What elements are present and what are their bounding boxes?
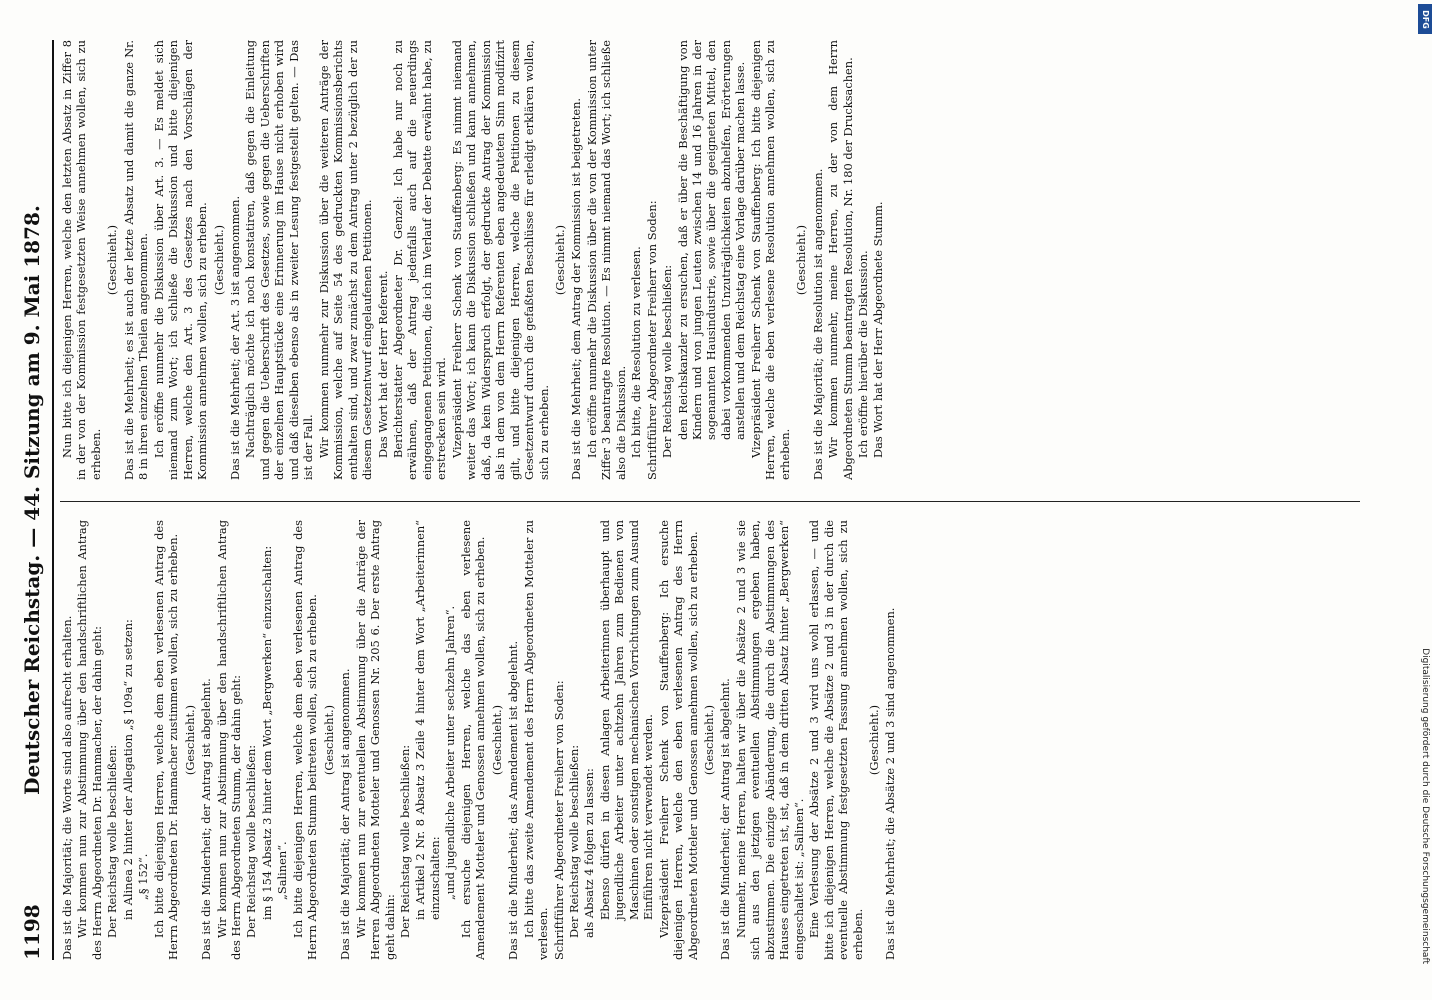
paragraph: Der Reichstag wolle beschließen:	[244, 744, 259, 938]
funding-note: Digitalisierung gefördert durch die Deutsche Forschungsgemeinschaft	[1420, 648, 1430, 964]
paragraph: in Alinea 2 hinter der Allegation „§ 109a“ zu setzen:	[120, 619, 135, 920]
dfg-logo-text: DFG	[1420, 9, 1430, 29]
paragraph: Schriftführer Abgeordneter Freiherr von Soden:	[644, 200, 659, 480]
paragraph: „§ 152“.	[136, 853, 151, 900]
stage-direction: (Geschieht.)	[867, 704, 882, 776]
page-number: 1198	[20, 904, 44, 960]
paragraph: Das ist die Majorität; der Antrag ist angenommen.	[338, 668, 353, 960]
paragraph: Das ist die Minderheit; der Antrag ist abgelehnt.	[199, 678, 214, 960]
paragraph: Ich eröffne hierüber die Diskussion.	[856, 250, 871, 458]
column-divider	[60, 501, 1360, 502]
paragraph: Ich bitte diejenigen Herren, welche dem eben verlesenen Antrag des Herrn Abgeordneten Stumm beitreten wollen, sich zu erheben.	[290, 520, 320, 960]
paragraph: Nunmehr, meine Herren, halten wir über die Absätze 2 und 3 wie sie sich aus den jetzigen eventuellen Abstimmungen ergeben haben, abzustimmen. Die einzige Abänderung, die durch die Abstimmungen des Hauses eingetreten ist, ist, daß in dem dritten Absatz hinter „Bergwerken“ eingeschaltet ist: „Salinen“.	[733, 520, 806, 960]
dfg-logo	[1418, 4, 1432, 34]
stage-direction: (Geschieht.)	[702, 704, 717, 776]
paragraph: Ich ersuche diejenigen Herren, welche das eben verlesene Amendement Motteler und Genossen annehmen wollen, sich zu erheben.	[458, 520, 488, 960]
paragraph: Das ist die Mehrheit; die Absätze 2 und 3 sind angenommen.	[883, 607, 898, 960]
paragraph: Das ist die Mehrheit; der Art. 3 ist angenommen.	[227, 195, 242, 480]
stage-direction: (Geschieht.)	[182, 704, 197, 776]
paragraph: Der Reichstag wolle beschließen:	[566, 744, 581, 938]
paragraph: Vizepräsident Freiherr Schenk von Stauffenberg: Ich ersuche diejenigen Herren, welche den eben verlesenen Antrag des Herrn Abgeordneten Motteler und Genossen annehmen wollen, sich zu erheben.	[656, 520, 700, 960]
paragraph: Wir kommen nun zur Abstimmung über den handschriftlichen Antrag des Herrn Abgeordneten Dr. Hammacher, der dahin geht:	[75, 520, 104, 960]
stage-direction: (Geschieht.)	[211, 224, 226, 296]
paragraph: Das Wort hat der Herr Abgeordnete Stumm.	[871, 201, 886, 458]
paragraph: Ich bitte das zweite Amendement des Herrn Abgeordneten Motteler zu verlesen.	[521, 520, 551, 960]
left-column	[60, 520, 1360, 960]
page-title: Deutscher Reichstag. — 44. Sitzung am 9. Mai 1878.	[20, 205, 44, 795]
paragraph: Berichterstatter Abgeordneter Dr. Genzel: Ich habe nur noch zu erwähnen, daß der Antrag jedenfalls auch auf die neuerdings eingegangenen Petitionen, die ich im Verlauf der Debatte erwähnt habe, zu erstrecken sein wird.	[390, 40, 449, 480]
paragraph: Das ist die Mehrheit; dem Antrag der Kommission ist beigetreten.	[569, 97, 584, 480]
paragraph: Wir kommen nunmehr zur Diskussion über die weiteren Anträge der Kommission, welche auf Seite 54 des gedruckten Kommissionsberichts enthalten sind, und zwar zunächst zu dem Antrag unter 2 bezüglich der zu diesem Gesetzentwurf eingelaufenen Petitionen.	[316, 40, 375, 480]
paragraph: im § 154 Absatz 3 hinter dem Wort „Bergwerken“ einzuschalten:	[259, 545, 274, 920]
paragraph: Der Reichstag wolle beschließen:	[105, 744, 120, 938]
paragraph: in Artikel 2 Nr. 8 Absatz 3 Zeile 4 hinter dem Wort „Arbeiterinnen“ einzuschalten:	[413, 520, 442, 920]
paragraph: Das ist die Mehrheit; es ist auch der letzte Absatz und damit die ganze Nr. 8 in ihren einzelnen Theilen angenommen.	[121, 40, 151, 480]
paragraph: als Absatz 4 folgen zu lassen:	[582, 768, 597, 938]
paragraph: Das ist die Majorität; die Resolution ist angenommen.	[810, 168, 825, 480]
paragraph: „und jugendliche Arbeiter unter sechzehn Jahren“.	[443, 605, 458, 900]
paragraph: Ich eröffne nunmehr die Diskussion über Art. 3. — Es meldet sich niemand zum Wort; ich schließe die Diskussion und bitte diejenigen Herren, welche den Art. 3 des Gesetzes nach den Vorschlägen der Kommission annehmen wollen, sich zu erheben.	[151, 40, 210, 480]
paragraph: Ich eröffne nunmehr die Diskussion über die von der Kommission unter Ziffer 3 beantragte Resolution. — Es nimmt niemand das Wort; ich schließe also die Diskussion.	[584, 40, 628, 480]
paragraph: Nun bitte ich diejenigen Herren, welche den letzten Absatz in Ziffer 8 in der von der Kommission festgesetzten Weise annehmen wollen, sich zu erheben.	[60, 40, 103, 480]
side-margin-note	[1418, 0, 1432, 1000]
paragraph: Der Reichstag wolle beschließen:	[660, 264, 675, 458]
paragraph: Das Wort hat der Herr Referent.	[375, 270, 390, 458]
paragraph: Schriftführer Abgeordneter Freiherr von Soden:	[551, 680, 566, 960]
paragraph: „Salinen“.	[275, 841, 290, 900]
paragraph: Das ist die Majorität; die Worte sind also aufrecht erhalten.	[60, 615, 74, 960]
paragraph: Vizepräsident Freiherr Schenk von Stauffenberg: Ich bitte diejenigen Herren, welche die eben verlesene Resolution annehmen wollen, sich zu erheben.	[748, 40, 792, 480]
paragraph: Vizepräsident Freiherr Schenk von Stauffenberg: Es nimmt niemand weiter das Wort; ich kann die Diskussion schließen und kann annehmen, daß, da kein Widerspruch erfolgt, der gedruckte Antrag der Kommission als in dem von dem Herrn Referenten eben angedeuteten Sinn modifizirt gilt, und bitte diejenigen Herren, welche die Petitionen zu diesem Gesetzentwurf durch die gefaßten Beschlüsse für erledigt erklären wollen, sich zu erheben.	[449, 40, 551, 480]
paragraph: Das ist die Minderheit; das Amendement ist abgelehnt.	[506, 640, 521, 960]
page-header	[12, 40, 54, 960]
paragraph: Ich bitte, die Resolution zu verlesen.	[629, 246, 644, 458]
paragraph: Das ist die Minderheit; der Antrag ist abgelehnt.	[718, 678, 733, 960]
paragraph: den Reichskanzler zu ersuchen, daß er über die Beschäftigung von Kindern und von jungen Leuten zwischen 14 und 16 Jahren in der sogenannten Hausindustrie, sowie über die geeigneten Mittel, den dabei vorkommenden Unzuträglichkeiten abzuhelfen, Erörterungen anstellen und dem Reichstag eine Vorlage darüber machen lasse.	[675, 40, 748, 440]
paragraph: Wir kommen nun zur eventuellen Abstimmung über die Anträge der Herren Abgeordneten Motteler und Genossen Nr. 205 6. Der erste Antrag geht dahin:	[353, 520, 397, 960]
paragraph: Nachträglich möchte ich noch konstatiren, daß gegen die Einleitung und gegen die Ueberschrift des Gesetzes, sowie gegen die Ueberschriften der einzelnen Hauptstücke eine Erinnerung im Hause nicht erhoben wird und daß dieselben ebenso als in zweiter Lesung festgestellt gelten. — Das ist der Fall.	[243, 40, 316, 480]
stage-direction: (Geschieht.)	[552, 224, 567, 296]
paragraph: Wir kommen nun zur Abstimmung über den handschriftlichen Antrag des Herrn Abgeordneten Stumm, der dahin geht:	[214, 520, 243, 960]
stage-direction: (Geschieht.)	[105, 224, 120, 296]
stage-direction: (Geschieht.)	[794, 224, 809, 296]
paragraph: Ebenso dürfen in diesen Anlagen Arbeiterinnen überhaupt und jugendliche Arbeiter unter achtzehn Jahren zum Bedienen von Maschinen oder sonstigen mechanischen Vorrichtungen zum Ausund Einführen nicht verwendet werden.	[597, 520, 656, 920]
stage-direction: (Geschieht.)	[321, 704, 336, 776]
stage-direction: (Geschieht.)	[489, 704, 504, 776]
right-column	[60, 40, 1360, 480]
paragraph: Der Reichstag wolle beschließen:	[397, 744, 412, 938]
paragraph: Ich bitte diejenigen Herren, welche dem eben verlesenen Antrag des Herrn Abgeordneten Dr. Hammacher zustimmen wollen, sich zu erheben.	[151, 520, 181, 960]
paragraph: Wir kommen nunmehr, meine Herren, zu der von dem Herrn Abgeordneten Stumm beantragten Resolution, Nr. 180 der Drucksachen.	[826, 40, 855, 480]
paragraph: Eine Verlesung der Absätze 2 und 3 wird uns wohl erlassen, — und bitte ich diejenigen Herren, welche die Absätze 2 und 3 in der durch die eventuelle Abstimmung festgesetzten Fassung annehmen wollen, sich zu erheben.	[807, 520, 865, 960]
